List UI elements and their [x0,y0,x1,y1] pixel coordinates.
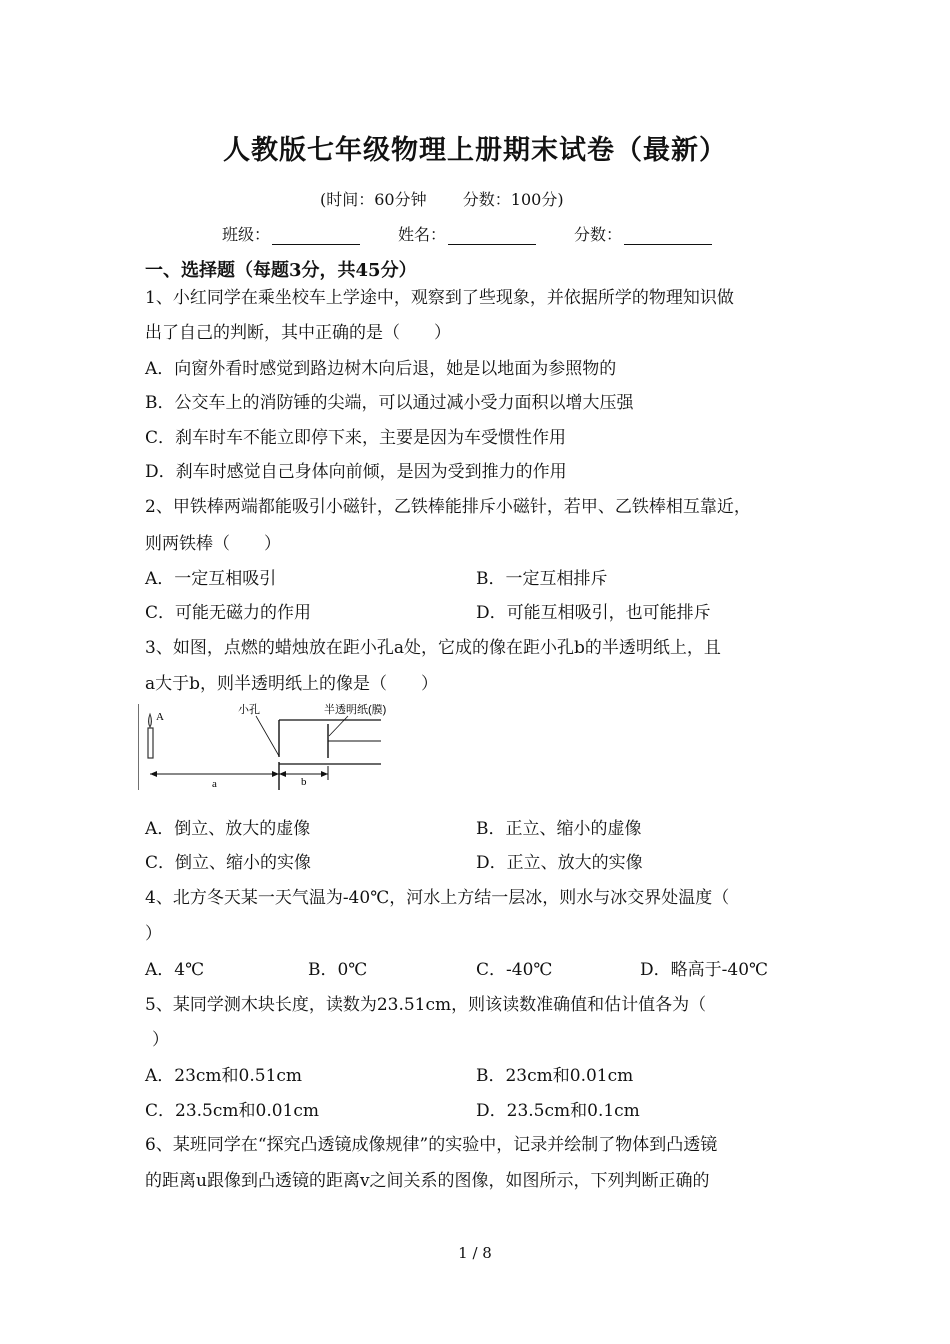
q4-option-d: D．略高于-40℃ [640,960,769,980]
q2-option-d: D．可能互相吸引，也可能排斥 [476,603,711,623]
score-field[interactable] [574,222,712,245]
q4-stem-line2: ） [145,924,162,944]
q5-option-d: D．23.5cm和0.1cm [476,1101,640,1121]
q5-stem-line1: 5、某同学测木块长度，读数为23.51cm，则该读数准确值和估计值各为（ [145,995,707,1015]
q2-option-a: A．一定互相吸引 [145,569,277,589]
q6-stem-line1: 6、某班同学在“探究凸透镜成像规律”的实验中，记录并绘制了物体到凸透镜 [145,1135,718,1155]
flame-icon [149,714,152,727]
q1-option-d: D．刹车时感觉自己身体向前倾，是因为受到推力的作用 [145,462,567,482]
q3-stem-line1: 3、如图，点燃的蜡烛放在距小孔a处，它成的像在距小孔b的半透明纸上，且 [145,638,721,658]
q2-option-c: C．可能无磁力的作用 [145,603,312,623]
section-heading: 一、选择题（每题3分，共45分） [145,260,417,281]
q1-stem-line1: 1、小红同学在乘坐校车上学途中，观察到了些现象，并依据所学的物理知识做 [145,288,734,308]
q4-option-b: B．0℃ [308,960,368,980]
q3-option-b: B．正立、缩小的虚像 [476,819,642,839]
name-label: 姓名： [398,225,447,244]
q2-stem-line1: 2、甲铁棒两端都能吸引小磁针，乙铁棒能排斥小磁针，若甲、乙铁棒相互靠近， [145,497,751,517]
q1-option-b: B．公交车上的消防锤的尖端，可以通过减小受力面积以增大压强 [145,393,634,413]
q6-stem-line2: 的距离u跟像到凸透镜的距离v之间关系的图像，如图所示，下列判断正确的 [145,1171,710,1191]
q3-option-c: C．倒立、缩小的实像 [145,853,312,873]
candle-icon [148,728,153,758]
page-number: 1 / 8 [458,1244,492,1262]
q5-stem-line2: ） [152,1030,169,1050]
q5-option-a: A．23cm和0.51cm [145,1066,303,1086]
q2-option-b: B．一定互相排斥 [476,569,608,589]
q4-option-a: A．4℃ [145,960,205,980]
q3-stem-line2: a大于b，则半透明纸上的像是（ ） [145,674,439,694]
q3-option-a: A．倒立、放大的虚像 [145,819,311,839]
exam-total-score: 分数：100分) [462,190,564,209]
q5-option-b: B．23cm和0.01cm [476,1066,634,1086]
exam-meta [320,187,564,210]
q2-stem-line2: 则两铁棒（ ） [145,534,281,554]
fig-label-paper: 半透明纸(膜) [324,704,387,716]
student-info-fields [222,222,750,245]
class-blank[interactable] [272,226,360,245]
q1-option-a: A．向窗外看时感觉到路边树木向后退，她是以地面为参照物的 [145,359,617,379]
pinhole-diagram [138,700,398,796]
fig-label-hole: 小孔 [238,704,260,716]
page-title: 人教版七年级物理上册期末试卷（最新） [223,135,727,166]
paper-leader-line [329,716,348,736]
fig-label-a-point: A [156,711,164,723]
score-blank[interactable] [624,226,712,245]
fig-label-a: a [212,778,217,790]
q1-option-c: C．刹车时车不能立即停下来，主要是因为车受惯性作用 [145,428,567,448]
name-field[interactable] [398,222,536,245]
q1-stem-line2: 出了自己的判断，其中正确的是（ ） [145,323,451,343]
class-label: 班级： [222,225,271,244]
hole-leader-line [256,716,279,756]
score-label: 分数： [574,225,623,244]
name-blank[interactable] [448,226,536,245]
fig-label-b: b [301,776,307,788]
q4-option-c: C．-40℃ [476,960,553,980]
q3-option-d: D．正立、放大的实像 [476,853,643,873]
exam-time: (时间：60分钟 [320,190,427,209]
class-field[interactable] [222,222,360,245]
q5-option-c: C．23.5cm和0.01cm [145,1101,319,1121]
q4-stem-line1: 4、北方冬天某一天气温为-40℃，河水上方结一层冰，则水与冰交界处温度（ [145,888,730,908]
